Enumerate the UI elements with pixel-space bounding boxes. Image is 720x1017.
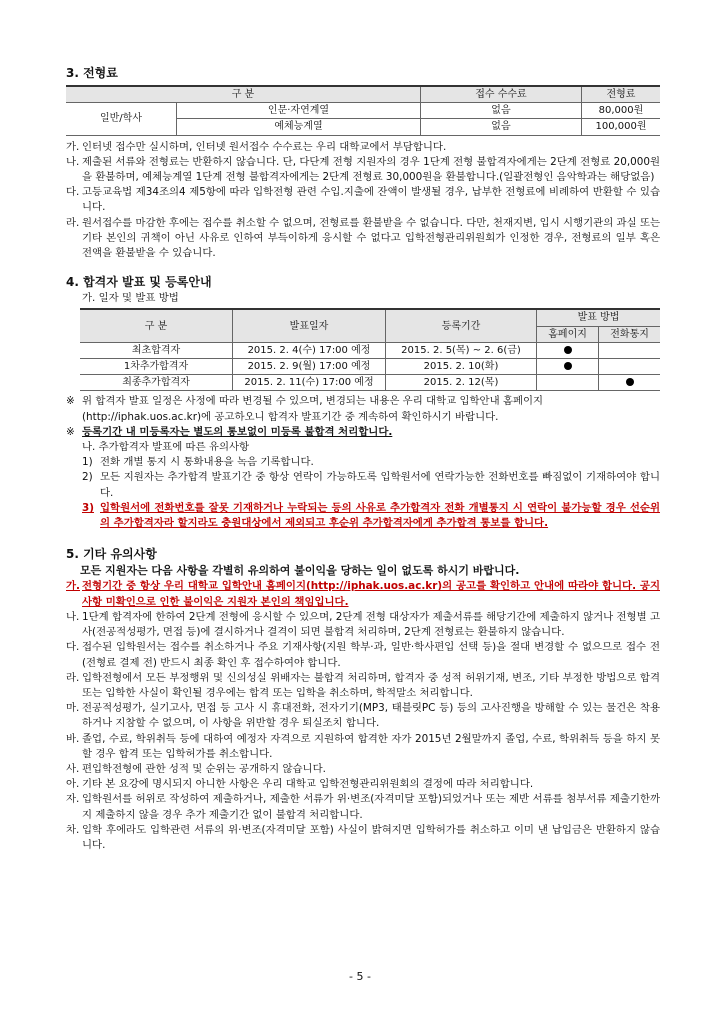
ann-method-home [537,342,599,358]
fee-field: 인문·자연계열 [177,103,421,119]
registration-note: ※ 등록기간 내 미등록자는 별도의 통보없이 미등록 불합격 처리합니다. [66,425,393,438]
fee-charge: 없음 [420,103,581,119]
homepage-mark [564,346,572,354]
ann-name: 최종추가합격자 [80,375,233,391]
ann-header-date: 발표일자 [233,309,386,342]
fee-table-header [66,86,660,103]
fee-table [66,85,660,136]
section-3-heading: 3. 전형료 [66,66,118,80]
fee-note-item: 나. 제출된 서류와 전형료는 반환하지 않습니다. 단, 다단계 전형 지원자의 경우 1단계 전형 불합격자에게는 2단계 전형료 20,000원을 환불하며, 예체능계열 1단계 전형 불합격자에게는 2단계 전형료 30,000원을 환불합니다.(일괄전형인 음악학과는 해당없음) [66,155,660,184]
ann-header-home: 홈페이지 [537,326,599,342]
fee-notes [66,140,660,262]
caution-item: 가. 전형기간 중 항상 우리 대학교 입학안내 홈페이지(http://iphak.uos.ac.kr)의 공고를 확인하고 안내에 따라야 합니다. 공지사항 미확인으로 인한 불이익은 지원자 본인의 책임입니다. [66,580,660,608]
caution-item: 사. 편입학전형에 관한 성적 및 순위는 공개하지 않습니다. [66,762,326,775]
ann-date: 2015. 2. 11(수) 17:00 예정 [233,375,386,391]
caution-item: 라. 입학전형에서 모든 부정행위 및 신의성실 위배자는 불합격 처리하며, 합격자 중 성적 허위기재, 변조, 기타 부정한 방법으로 합격 또는 입학한 사실이 확인될 경우에는 합격 또는 입학을 취소하며, 학적말소 처리합니다. [66,671,660,699]
ann-method-phone [599,342,660,358]
section-5-heading: 5. 기타 유의사항 [66,547,157,562]
fee-charge: 없음 [420,119,581,135]
announcement-row [80,359,660,375]
section-5-intro: 모든 지원자는 다음 사항을 각별히 유의하여 불이익을 당하는 일이 없도록 하시기 바랍니다. [80,564,520,578]
caution-item: 차. 입학 후에라도 입학관련 서류의 위·변조(자격미달 포함) 사실이 밝혀지면 입학허가를 취소하고 이미 낸 납입금은 반환하지 않습니다. [66,823,660,851]
phone-mark [626,378,634,386]
section-4-heading: 4. 합격자 발표 및 등록안내 [66,275,212,290]
section-4-subheading: 가. 일자 및 발표 방법 [82,292,179,305]
ann-method-phone [599,359,660,375]
ann-date: 2015. 2. 4(수) 17:00 예정 [233,342,386,358]
additional-notice-heading: 나. 추가합격자 발표에 따른 유의사항 [82,441,250,454]
ann-reg: 2015. 2. 12(목) [386,375,537,391]
document-body [66,64,660,853]
additional-notice-item: 3) 입학원서에 전화번호를 잘못 기재하거나 누락되는 등의 사유로 추가합격자 전화 개별통지 시 연락이 불가능할 경우 선순위의 추가합격자라 할지라도 충원대상에서 제외되고 후순위 추가합격자에게 추가합격 통보를 합니다. [82,501,660,530]
homepage-mark [564,362,572,370]
ann-date: 2015. 2. 9(월) 17:00 예정 [233,359,386,375]
fee-amount: 100,000원 [581,119,660,135]
fee-header-fee: 전형료 [581,86,660,103]
fee-field: 예체능계열 [177,119,421,135]
additional-notice-item: 1) 전화 개별 통지 시 통화내용을 녹음 기록합니다. [82,456,314,469]
ann-method-phone [599,375,660,391]
caution-item: 다. 접수된 입학원서는 접수를 취소하거나 주요 기재사항(지원 학부·과, 일반·학사편입 선택 등)을 절대 변경할 수 없으므로 접수 전(전형료 결제 전) 반드시 최종 확인 후 접수하여야 합니다. [66,641,660,669]
caution-item: 바. 졸업, 수료, 학위취득 등에 대하여 예정자 자격으로 지원하여 합격한 자가 2015년 2월말까지 졸업, 수료, 학위취득 등을 하지 못할 경우 합격 또는 입학허가를 취소합니다. [66,732,660,760]
announcement-row [80,342,660,358]
caution-item: 아. 기타 본 요강에 명시되지 아니한 사항은 우리 대학교 입학전형관리위원회의 결정에 따라 처리합니다. [66,778,534,791]
announcement-table [80,308,660,391]
page-number: - 5 - [349,970,371,983]
ann-header-reg: 등록기간 [386,309,537,342]
ann-name: 1차추가합격자 [80,359,233,375]
ann-name: 최초합격자 [80,342,233,358]
fee-row [66,103,660,119]
caution-item: 나. 1단계 합격자에 한하여 2단계 전형에 응시할 수 있으며, 2단계 전형 대상자가 제출서류를 해당기간에 제출하지 않거나 전형별 고사(전공적성평가, 면접 등)에 결시하거나 결격이 되면 불합격 처리하며, 2단계 전형료는 환불하지 않습니다. [66,610,660,639]
caution-item: 자. 입학원서를 허위로 작성하여 제출하거나, 제출한 서류가 위·변조(자격미달 포함)되었거나 또는 제반 서류를 첨부서류 제출기한까지 제출하지 않을 경우 추가 제출기간 없이 불합격 처리합니다. [66,793,660,821]
caution-item: 마. 전공적성평가, 실기고사, 면접 등 고사 시 휴대전화, 전자기기(MP3, 태블릿PC 등) 등의 고사진행을 방해할 수 있는 물건은 착용하거나 지참할 수 없으며, 이 사항을 위반할 경우 퇴실조치 합니다. [66,702,660,730]
fee-header-gubun: 구 분 [66,86,420,103]
announcement-header [80,309,660,326]
ann-method-home [537,375,599,391]
fee-group: 일반/학사 [66,103,177,135]
announcement-row [80,375,660,391]
fee-note-item: 라. 원서접수를 마감한 후에는 접수를 취소할 수 없으며, 전형료를 환불받을 수 없습니다. 다만, 천재지변, 입시 시행기관의 과실 또는 기타 본인의 귀책이 아닌 사유로 인하여 부득이하게 응시할 수 없다고 입학전형관리위원회가 인정한 경우, 전형료의 일부 혹은 전액을 환불받을 수 있습니다. [66,216,660,260]
additional-notice-item: 2) 모든 지원자는 추가합격 발표기간 중 항상 연락이 가능하도록 입학원서에 연락가능한 전화번호를 빠짐없이 기재하여야 합니다. [82,471,660,499]
ann-header-gubun: 구 분 [80,309,233,342]
ann-header-method: 발표 방법 [537,309,661,326]
schedule-note: ※ 위 합격자 발표 일정은 사정에 따라 변경될 수 있으며, 변경되는 내용은 우리 대학교 입학안내 홈페이지(http://iphak.uos.ac.kr)에 공고하오니 합격자 발표기간 중 계속하여 확인하시기 바랍니다. [66,395,544,423]
fee-note-item: 다. 고등교육법 제34조의4 제5항에 따라 입학전형 관련 수입.지출에 잔액이 발생될 경우, 납부한 전형료에 비례하여 반환할 수 있습니다. [66,186,660,214]
ann-reg: 2015. 2. 10(화) [386,359,537,375]
fee-amount: 80,000원 [581,103,660,119]
announcement-rows [80,342,660,391]
ann-method-home [537,359,599,375]
ann-header-phone: 전화통지 [599,326,660,342]
fee-header-charge: 접수 수수료 [420,86,581,103]
fee-note-item: 가. 인터넷 접수만 실시하며, 인터넷 원서접수 수수료는 우리 대학교에서 부담합니다. [66,140,447,153]
ann-reg: 2015. 2. 5(목) ~ 2. 6(금) [386,342,537,358]
